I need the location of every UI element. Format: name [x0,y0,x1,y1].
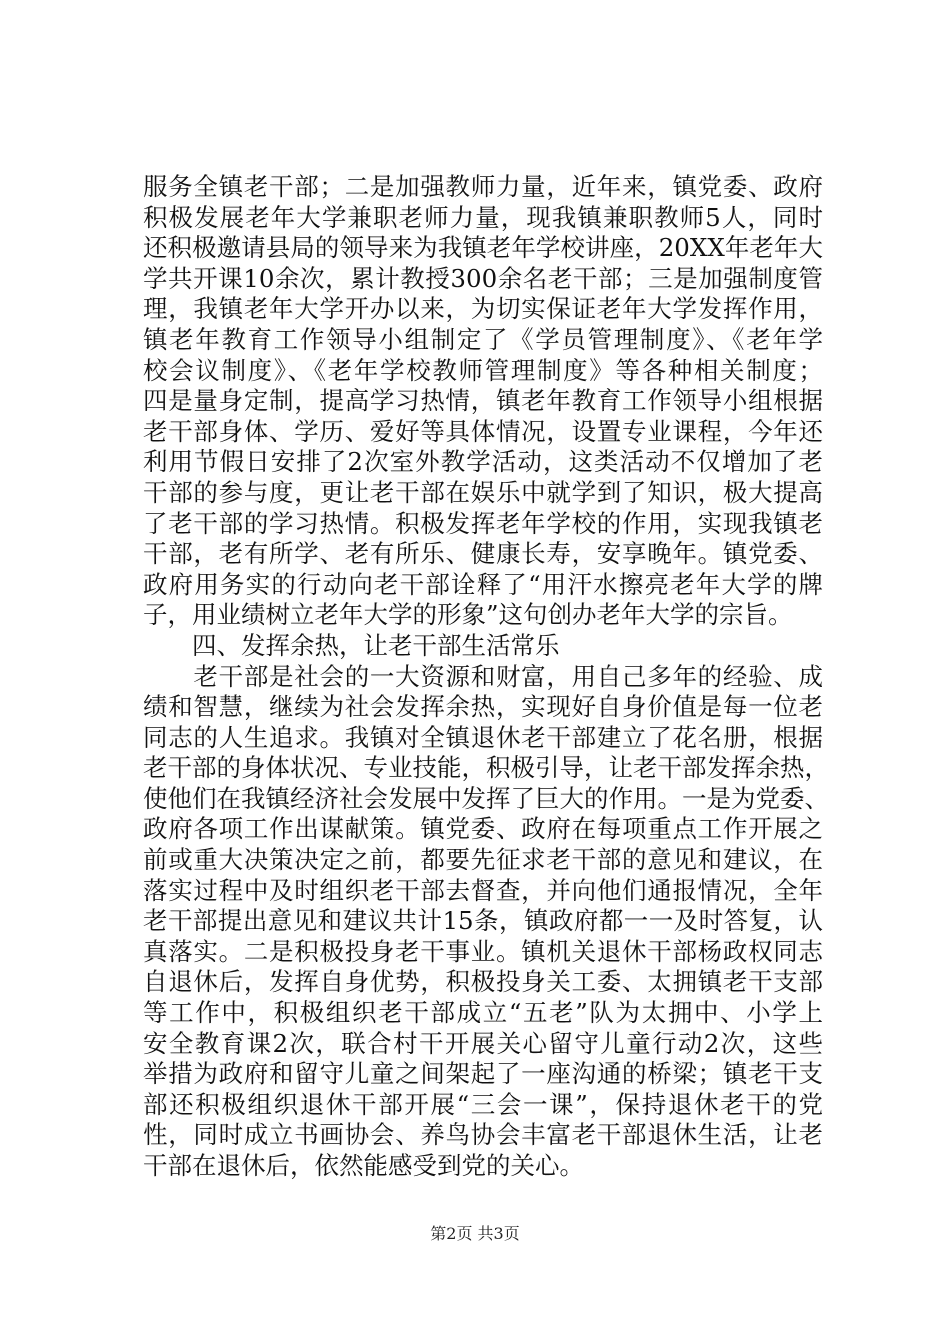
text-line: 四是量身定制，提高学习热情，镇老年教育工作领导小组根据 [143,386,823,416]
text-line: 校会议制度》、《老年学校教师管理制度》等各种相关制度； [143,355,823,385]
text-line: 理，我镇老年大学开办以来，为切实保证老年大学发挥作用， [143,294,823,324]
text-line: 绩和智慧，继续为社会发挥余热，实现好自身价值是每一位老 [143,692,823,722]
text-line: 服务全镇老干部；二是加强教师力量，近年来，镇党委、政府 [143,172,823,201]
text-line: 安全教育课2次，联合村干开展关心留守儿童行动2次，这些 [143,1028,823,1058]
text-line: 积极发展老年大学兼职老师力量，现我镇兼职教师5人，同时 [143,202,823,232]
text-line: 干部在退休后，依然能感受到党的关心。 [143,1151,584,1180]
text-line: 等工作中，积极组织老干部成立“五老”队为太拥中、小学上 [143,998,823,1028]
text-line: 利用节假日安排了2次室外教学活动，这类活动不仅增加了老 [143,447,823,477]
section-heading: 四、发挥余热，让老干部生活常乐 [143,630,560,660]
text-line: 老干部提出意见和建议共计15条，镇政府都一一及时答复，认 [143,906,823,936]
text-line: 镇老年教育工作领导小组制定了《学员管理制度》、《老年学 [143,324,823,354]
text-line: 老干部身体、学历、爱好等具体情况，设置专业课程，今年还 [143,416,823,446]
text-line: 部还积极组织退休干部开展“三会一课”，保持退休老干的党 [143,1089,823,1119]
text-line: 同志的人生追求。我镇对全镇退休老干部建立了花名册，根据 [143,722,823,752]
text-line: 真落实。二是积极投身老干事业。镇机关退休干部杨政权同志 [143,936,823,966]
text-line: 自退休后，发挥自身优势，积极投身关工委、太拥镇老干支部 [143,967,823,997]
text-line: 老干部的身体状况、专业技能，积极引导，让老干部发挥余热， [143,753,829,783]
text-line: 前或重大决策决定之前，都要先征求老干部的意见和建议，在 [143,845,823,875]
text-line: 政府各项工作出谋献策。镇党委、政府在每项重点工作开展之 [143,814,823,844]
text-line: 举措为政府和留守儿童之间架起了一座沟通的桥梁；镇老干支 [143,1059,823,1089]
text-line: 还积极邀请县局的领导来为我镇老年学校讲座，20XX年老年大 [143,233,823,263]
text-line: 干部，老有所学、老有所乐、健康长寿，安享晚年。镇党委、 [143,539,823,569]
page-number: 第2页 共3页 [430,1224,520,1243]
body-text [143,172,829,1182]
text-line: 学共开课10余次，累计教授300余名老干部；三是加强制度管 [143,263,823,293]
text-line: 老干部是社会的一大资源和财富，用自己多年的经验、成 [143,661,823,691]
text-line: 性，同时成立书画协会、养鸟协会丰富老干部退休生活，让老 [143,1120,823,1150]
text-line: 政府用务实的行动向老干部诠释了“用汗水擦亮老年大学的牌 [143,569,823,599]
text-line: 了老干部的学习热情。积极发挥老年学校的作用，实现我镇老 [143,508,823,538]
text-line: 干部的参与度，更让老干部在娱乐中就学到了知识，极大提高 [143,477,823,507]
text-line: 落实过程中及时组织老干部去督查，并向他们通报情况，全年 [143,875,823,905]
text-line: 子，用业绩树立老年大学的形象”这句创办老年大学的宗旨。 [143,600,793,630]
text-line: 使他们在我镇经济社会发展中发挥了巨大的作用。一是为党委、 [143,783,829,813]
